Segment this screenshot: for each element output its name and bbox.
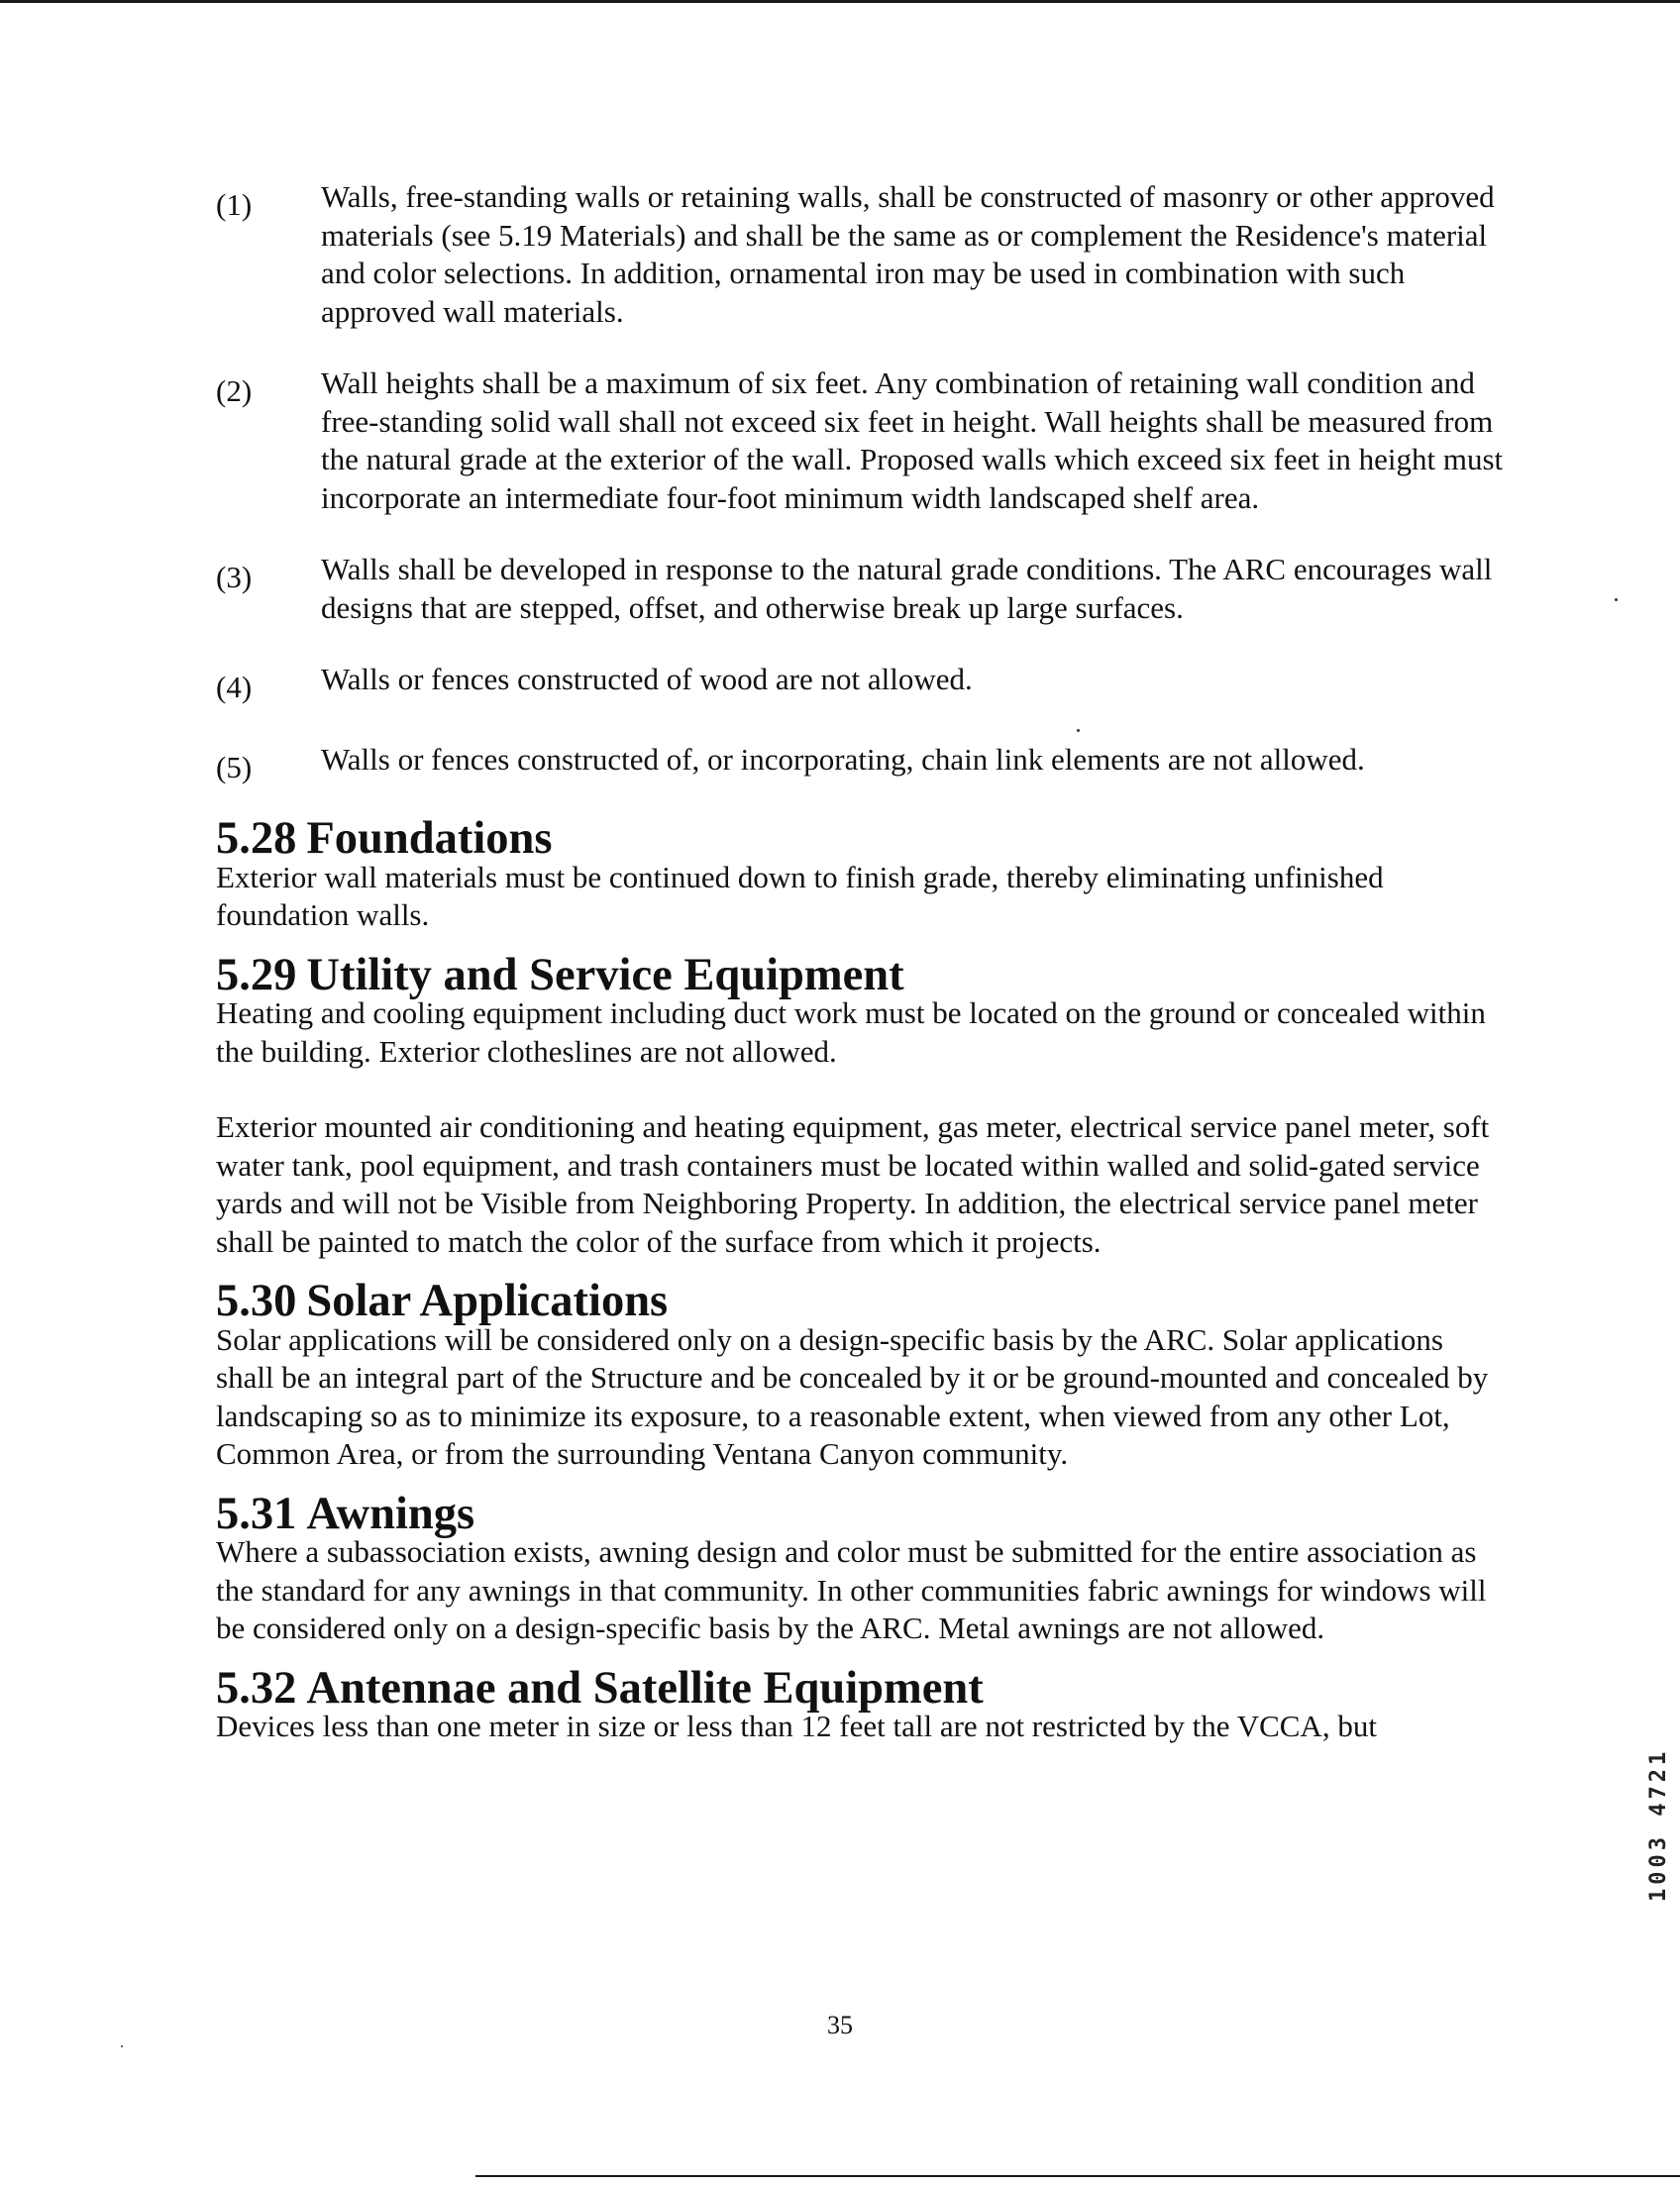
list-item (216, 364, 1523, 517)
list-item-number: (2) (216, 373, 253, 408)
scan-speck (1077, 729, 1080, 732)
list-item-number: (4) (216, 670, 253, 704)
section-foundations (216, 813, 1523, 935)
section-title: Utility and Service Equipment (306, 949, 904, 1000)
section-paragraph: Devices less than one meter in size or less than 12 feet tall are not restricted by the VCCA, but (216, 1709, 1377, 1743)
list-item-number: (5) (216, 749, 253, 784)
list-item-number: (1) (216, 187, 253, 222)
section-utility-service-equipment (216, 949, 1523, 1262)
section-heading (216, 1488, 1523, 1539)
margin-stamp-text: 1003 4721 (1646, 1747, 1671, 1902)
section-paragraph: Where a subassociation exists, awning design and color must be submitted for the entire association as the standard for any awnings in that community. In other communities fabric awnings for windows will be considered only on a design-specific basis by the ARC. Metal awnings are not allowed. (216, 1534, 1487, 1645)
section-title: Antennae and Satellite Equipment (306, 1662, 984, 1714)
section-title: Awnings (306, 1488, 475, 1539)
section-heading (216, 813, 1523, 864)
section-solar-applications (216, 1276, 1523, 1474)
list-item-number: (3) (216, 560, 253, 594)
section-antennae-satellite (216, 1662, 1523, 1746)
list-item (216, 178, 1523, 331)
list-item (216, 661, 1523, 707)
document-page (216, 178, 1523, 1746)
page-number: 35 (827, 2011, 853, 2039)
margin-stamp (1625, 1565, 1671, 1902)
list-item-text: Walls or fences constructed of, or incorporating, chain link elements are not allowed. (321, 741, 1365, 777)
section-number: 5.29 (216, 949, 297, 1000)
list-item (216, 551, 1523, 627)
section-number: 5.32 (216, 1662, 297, 1714)
section-paragraph: Solar applications will be considered only on a design-specific basis by the ARC. Solar applications shall be an integral part of the Structure and be concealed by it or be ground-mounted and concealed by landscaping so as to minimize its exposure, to a reasonable extent, when viewed from any other Lot, Common Area, or from the surrounding Ventana Canyon community. (216, 1321, 1489, 1471)
section-number: 5.30 (216, 1276, 297, 1326)
section-number: 5.31 (216, 1488, 297, 1539)
scan-speck (1615, 598, 1618, 601)
section-heading (216, 1276, 1523, 1326)
section-title: Solar Applications (306, 1276, 669, 1326)
bottom-scan-edge (475, 2175, 1680, 2177)
section-title: Foundations (306, 813, 553, 864)
section-heading (216, 949, 1523, 1000)
top-scan-edge (0, 0, 1680, 3)
list-item (216, 741, 1523, 787)
section-paragraph: Exterior mounted air conditioning and heating equipment, gas meter, electrical service panel meter, soft water tank, pool equipment, and trash containers must be located within walled and solid-gated service yards and will not be Visible from Neighboring Property. In addition, the electrical service panel meter shall be painted to match the color of the surface from which it projects. (216, 1109, 1490, 1259)
section-paragraph: Heating and cooling equipment including duct work must be located on the ground or concealed within the building. Exterior clotheslines are not allowed. (216, 995, 1486, 1069)
list-item-text: Walls, free-standing walls or retaining walls, shall be constructed of masonry or other approved materials (see 5.19 Materials) and shall be the same as or complement the Residence's material and color selections. In addition, ornamental iron may be used in combination with such approved wall materials. (321, 179, 1495, 329)
list-item-text: Walls or fences constructed of wood are not allowed. (321, 662, 973, 696)
section-number: 5.28 (216, 813, 297, 864)
list-item-text: Walls shall be developed in response to the natural grade conditions. The ARC encourages wall designs that are stepped, offset, and otherwise break up large surfaces. (321, 552, 1493, 625)
section-paragraph: Exterior wall materials must be continued down to finish grade, thereby eliminating unfinished foundation walls. (216, 859, 1384, 932)
wall-rules-list (216, 178, 1523, 786)
section-heading (216, 1662, 1523, 1714)
scan-speck (121, 2045, 123, 2047)
list-item-text: Wall heights shall be a maximum of six feet. Any combination of retaining wall condition and free-standing solid wall shall not exceed six feet in height. Wall heights shall be measured from the natural grade at the exterior of the wall. Proposed walls which exceed six feet in height must incorporate an intermediate four-foot minimum width landscaped shelf area. (321, 365, 1504, 515)
section-awnings (216, 1488, 1523, 1648)
